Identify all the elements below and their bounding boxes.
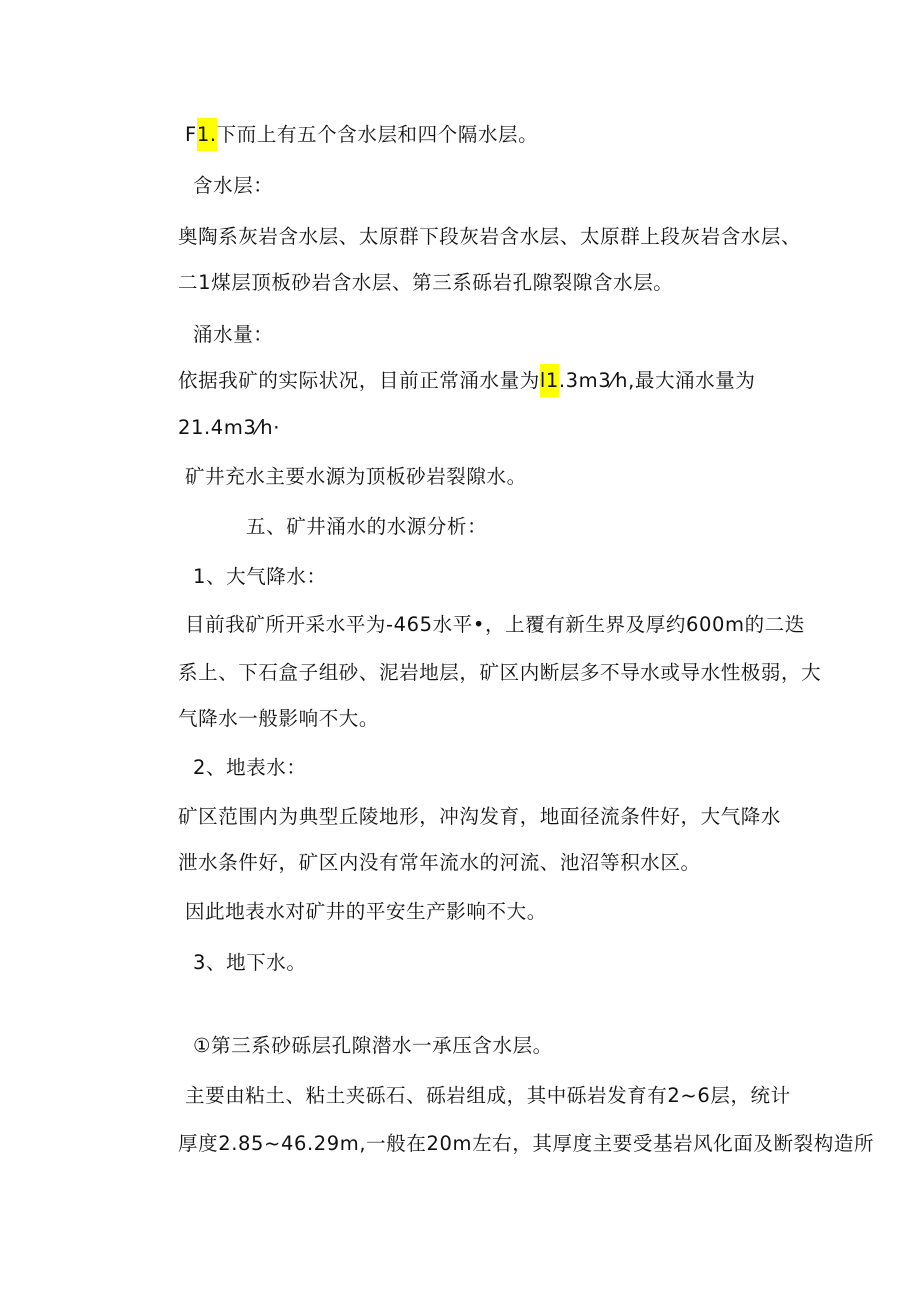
paragraph-line: 因此地表水对矿井的平安生产影响不大。: [185, 900, 547, 923]
paragraph-line: 系上、下石盒子组砂、泥岩地层，矿区内断层多不导水或导水性极弱，大: [178, 661, 822, 684]
paragraph-line: 主要由粘土、粘土夹砾石、砾岩组成，其中砾岩发育有2~6层，统计: [185, 1084, 791, 1107]
paragraph-line: F1.下而上有五个含水层和四个隔水层。: [185, 120, 538, 150]
paragraph-line: 泄水条件好，矿区内没有常年流水的河流、池沼等积水区。: [178, 851, 701, 874]
paragraph-line: 依据我矿的实际状况，目前正常涌水量为l1.3m3⁄h,最大涌水量为: [178, 366, 755, 396]
paragraph-line: 厚度2.85~46.29m,一般在20m左右，其厚度主要受基岩风化面及断裂构造所: [178, 1132, 875, 1155]
subsection-heading: 2、地表水：: [193, 756, 307, 779]
paragraph-line: 奥陶系灰岩含水层、太原群下段灰岩含水层、太原群上段灰岩含水层、: [178, 225, 802, 248]
subsection-heading: 1、大气降水：: [193, 565, 327, 588]
paragraph-line: 二1煤层顶板砂岩含水层、第三系砾岩孔隙裂隙含水层。: [178, 271, 674, 294]
paragraph-line: 矿井充水主要水源为顶板砂岩裂隙水。: [185, 465, 527, 488]
subsection-heading: 3、地下水。: [193, 951, 307, 974]
section-heading: 五、矿井涌水的水源分析：: [246, 515, 488, 538]
highlight-mark: l1: [540, 364, 559, 397]
paragraph-line: 矿区范围内为典型丘陵地形，冲沟发育，地面径流条件好，大气降水: [178, 805, 782, 828]
subsection-heading: ①第三系砂砾层孔隙潜水一承压含水层。: [193, 1034, 553, 1057]
section-heading: 涌水量：: [193, 323, 274, 346]
highlight-mark: 1.: [197, 118, 217, 151]
section-heading: 含水层：: [193, 174, 274, 197]
paragraph-line: 目前我矿所开采水平为-465水平•，上覆有新生界及厚约600m的二迭: [185, 613, 805, 636]
paragraph-line: 气降水一般影响不大。: [178, 707, 380, 730]
paragraph-line: 21.4m3⁄h·: [178, 416, 281, 439]
